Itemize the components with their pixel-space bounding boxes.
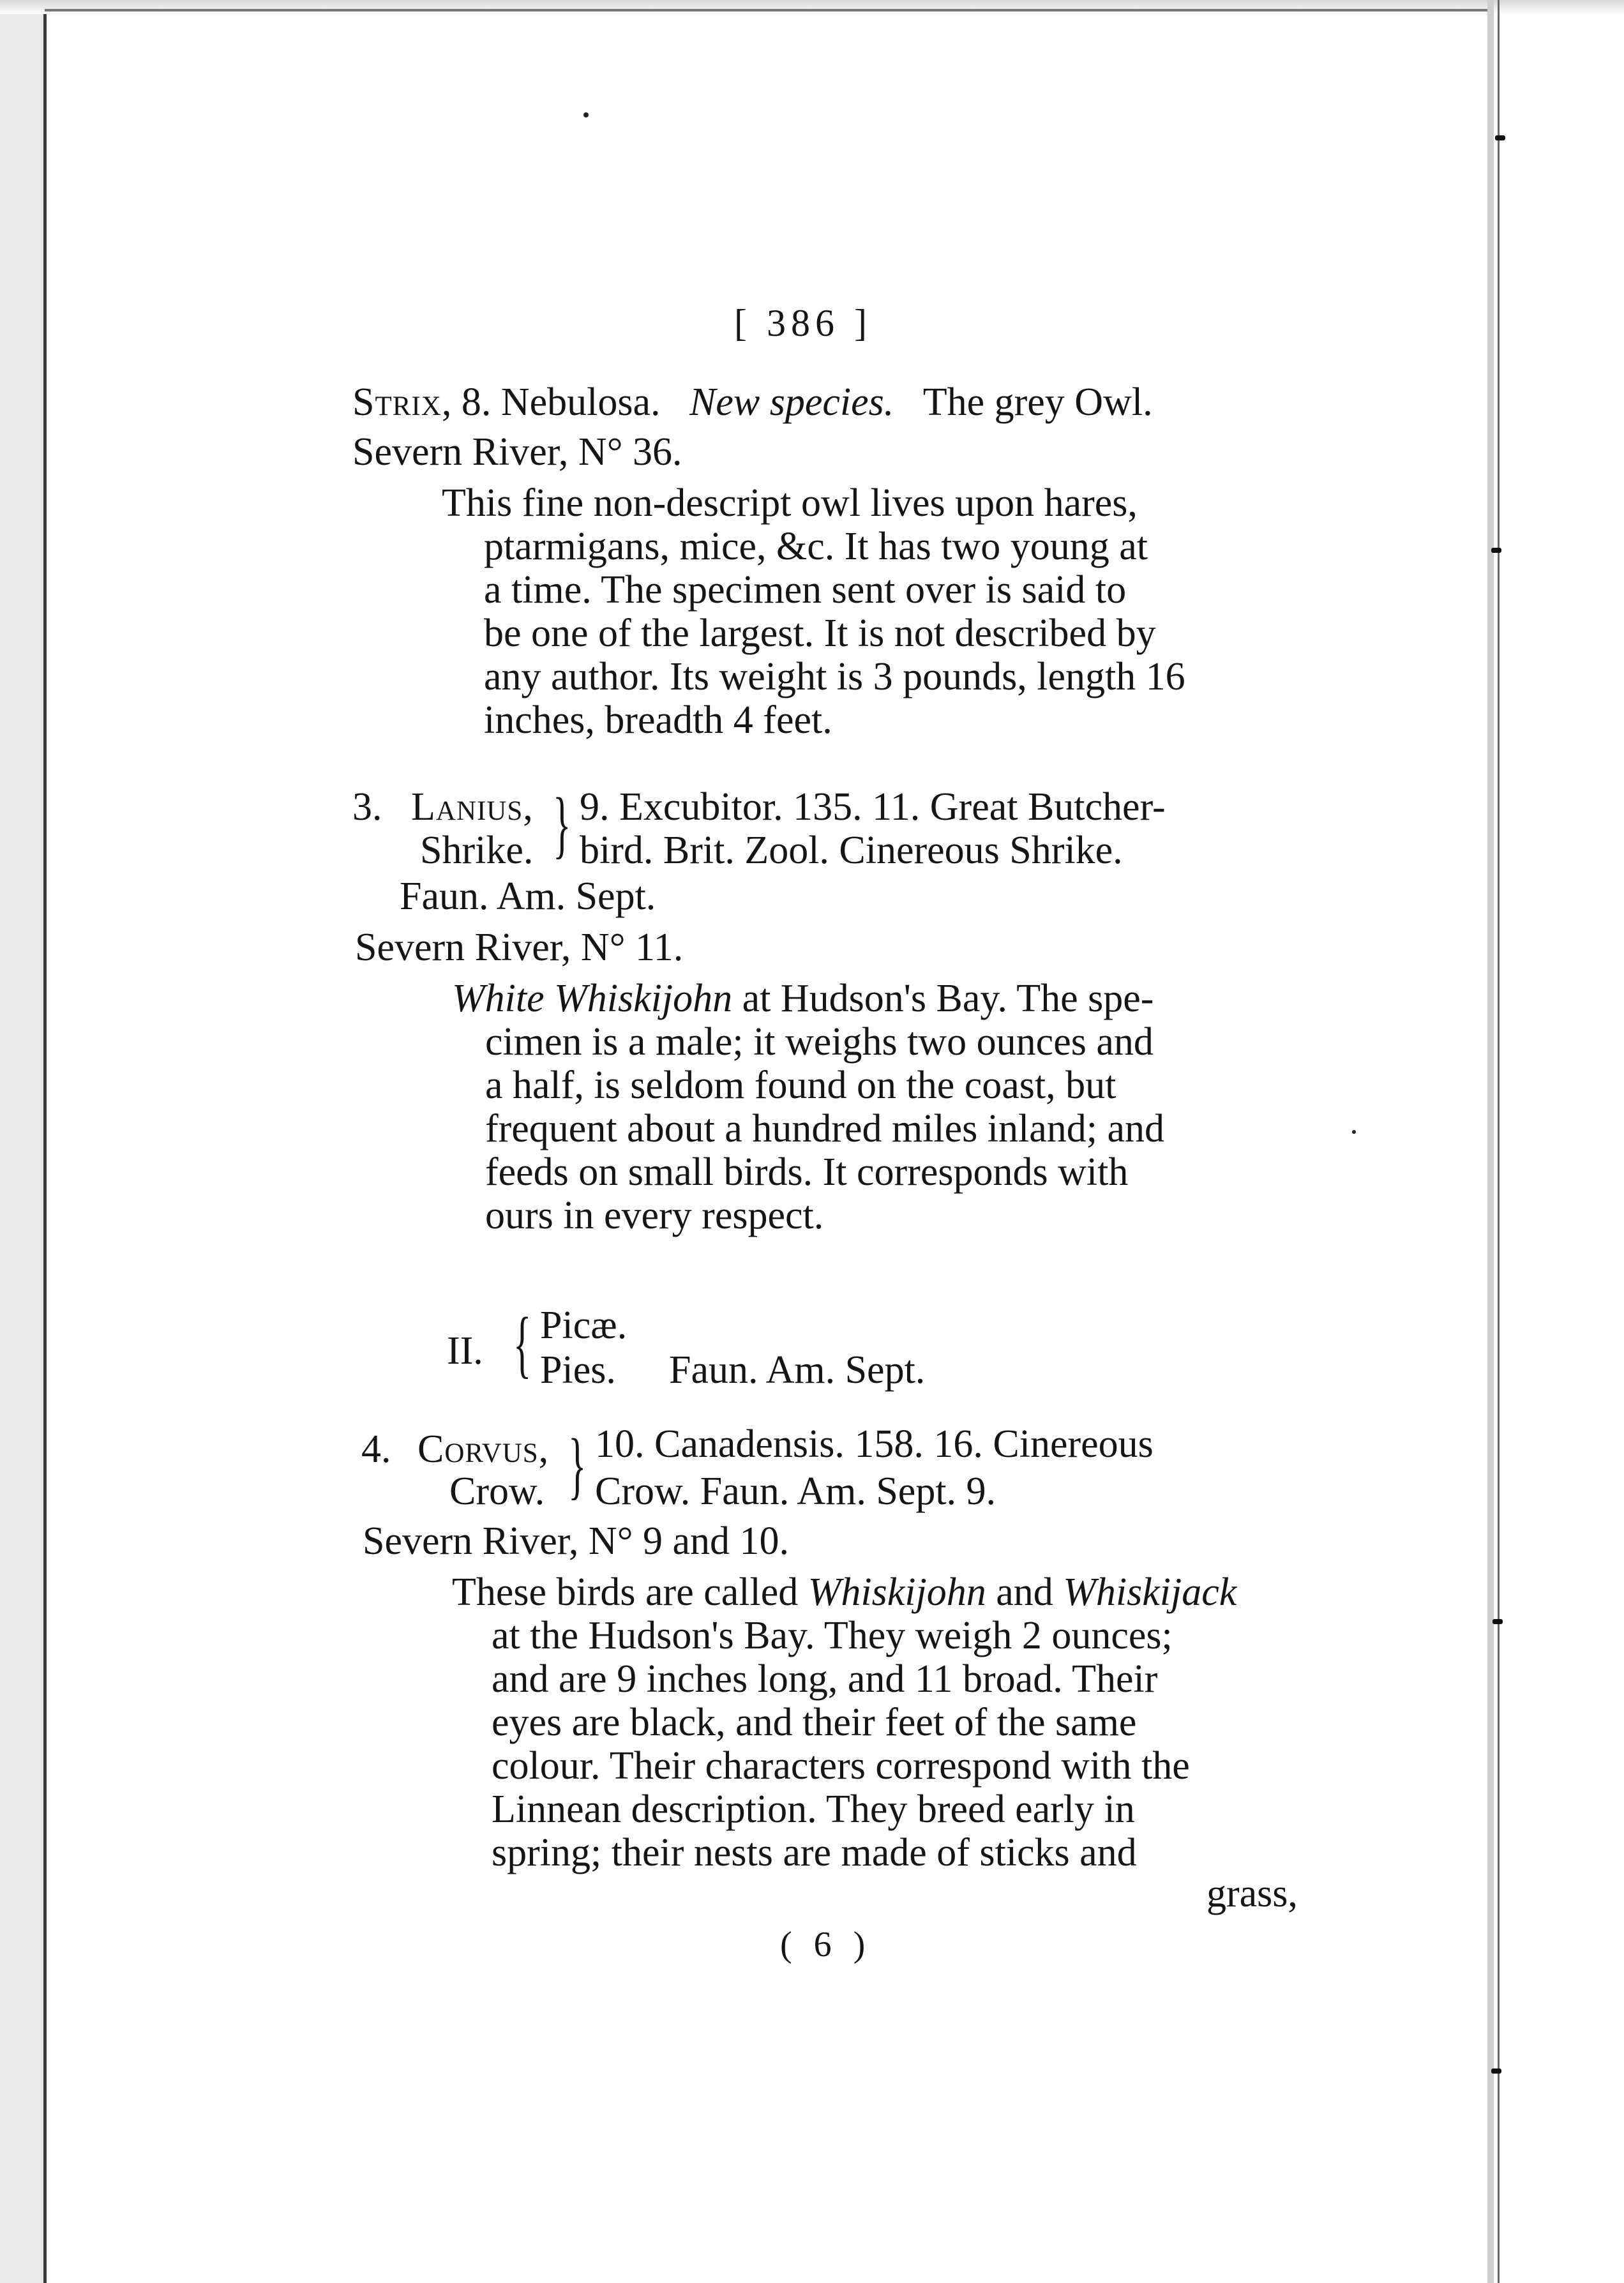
corvus-line-2: Crow. Faun. Am. Sept. 9. [595, 1470, 996, 1513]
order-numeral: II. [447, 1329, 483, 1373]
page-right-edge [1487, 0, 1494, 2283]
lanius-common-genus: Shrike. [420, 829, 534, 872]
corvus-para-line: Linnean description. They breed early in [492, 1788, 1135, 1831]
lanius-brace: } [553, 782, 571, 866]
strix-para-line: a time. The specimen sent over is said to [484, 568, 1127, 612]
lanius-para-line: cimen is a male; it weighs two ounces and [485, 1020, 1154, 1064]
strix-heading [352, 379, 1153, 425]
strix-para-line: be one of the largest. It is not described by [484, 612, 1156, 655]
lanius-number: 3. [352, 785, 382, 829]
signature-mark: ( 6 ) [780, 1925, 872, 1964]
lanius-line-1: 9. Excubitor. 135. 11. Great Butcher- [580, 785, 1166, 829]
strix-status: New species. [689, 380, 894, 424]
order-english: Pies. [540, 1348, 616, 1392]
strix-para-line: any author. Its weight is 3 pounds, length 16 [484, 655, 1185, 698]
strix-common-name: The grey Owl. [922, 380, 1153, 424]
corvus-locality: Severn River, N° 9 and 10. [363, 1519, 790, 1563]
page-number: [ 386 ] [734, 302, 872, 344]
corvus-para-italic: Whiskijack [1063, 1571, 1237, 1614]
lanius-genus: Lanius, [411, 785, 534, 829]
catchword: grass, [1207, 1872, 1298, 1915]
lanius-para-line: frequent about a hundred miles inland; and [485, 1107, 1165, 1150]
corvus-para-text: These birds are called [452, 1571, 808, 1614]
corvus-para-line: eyes are black, and their feet of the same [492, 1701, 1137, 1744]
corvus-genus: Corvus, [417, 1428, 550, 1471]
lanius-para-line: a half, is seldom found on the coast, but [485, 1064, 1116, 1107]
corvus-number: 4. [361, 1428, 391, 1471]
order-brace: { [513, 1302, 532, 1385]
strix-para-line: ptarmigans, mice, &c. It has two young at [484, 525, 1148, 568]
page-left-border [0, 0, 45, 2283]
corvus-para-line: colour. Their characters correspond with the [492, 1744, 1190, 1788]
lanius-para-italic: White Whiskijohn [452, 977, 733, 1020]
lanius-line-2: bird. Brit. Zool. Cinereous Shrike. [580, 829, 1123, 872]
lanius-line-3: Faun. Am. Sept. [400, 875, 656, 918]
page-right-rule [1498, 0, 1500, 2283]
lanius-locality: Severn River, N° 11. [355, 926, 684, 969]
page-top-rule [45, 9, 1487, 11]
order-latin: Picæ. [540, 1304, 628, 1347]
ink-speck [583, 112, 589, 117]
corvus-para-line: spring; their nests are made of sticks and [492, 1831, 1137, 1874]
strix-genus: Strix [352, 380, 442, 424]
corvus-brace: } [568, 1423, 587, 1507]
strix-para-line: inches, breadth 4 feet. [484, 698, 832, 742]
binding-mark [1491, 548, 1501, 553]
strix-para-line: This fine non-descript owl lives upon hares, [442, 481, 1138, 525]
binding-mark [1492, 1619, 1503, 1624]
lanius-para-line: ours in every respect. [485, 1194, 824, 1237]
corvus-common-genus: Crow. [449, 1470, 545, 1513]
order-reference: Faun. Am. Sept. [669, 1348, 926, 1392]
corvus-line-1: 10. Canadensis. 158. 16. Cinereous [595, 1422, 1154, 1466]
corvus-para-line: at the Hudson's Bay. They weigh 2 ounces; [492, 1614, 1173, 1657]
corvus-para-line: and are 9 inches long, and 11 broad. Their [492, 1657, 1158, 1701]
lanius-para-text: at Hudson's Bay. The spe- [732, 977, 1154, 1020]
corvus-para-text: and [986, 1571, 1064, 1614]
page-left-rule [43, 0, 47, 2283]
page-top-edge [0, 0, 1624, 14]
strix-entry: , 8. Nebulosa. [441, 380, 661, 424]
corvus-para-first [452, 1569, 1237, 1615]
lanius-para-line: feeds on small birds. It corresponds with [485, 1150, 1129, 1194]
binding-mark [1495, 135, 1505, 140]
strix-locality: Severn River, N° 36. [352, 430, 682, 474]
ink-speck [1352, 1130, 1356, 1134]
lanius-para-first [452, 976, 1154, 1021]
corvus-para-italic: Whiskijohn [808, 1571, 986, 1614]
binding-mark [1491, 2068, 1501, 2074]
